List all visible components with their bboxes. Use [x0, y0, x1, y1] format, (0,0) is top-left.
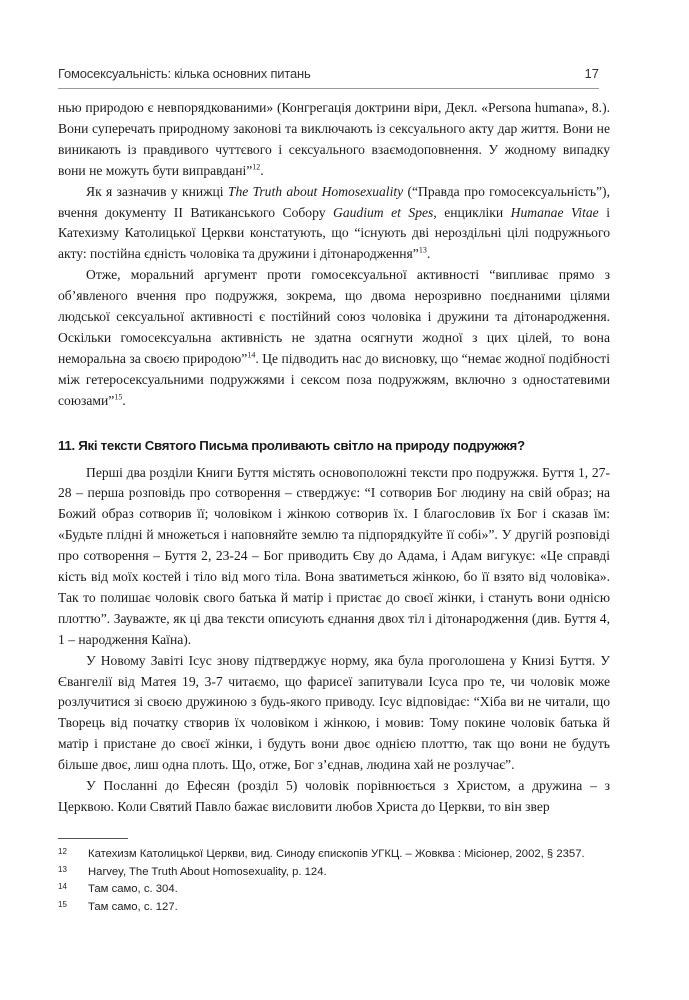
document-title: Gaudium et Spes	[333, 204, 434, 220]
footnote-number: 12	[58, 847, 67, 856]
footnote-separator	[58, 838, 128, 839]
running-title: Гомосексуальність: кілька основних питань	[58, 66, 311, 81]
footnote-15	[58, 899, 610, 917]
footnote-13	[58, 864, 610, 882]
footnotes	[58, 846, 610, 916]
paragraph-4: Перші два розділи Книги Буття містять основоположні тексти про подружжя. Буття 1, 27-28 – перша розповідь про сотворення – стверджує: “І сотворив Бог людину на свій образ; на Божий образ сотворив її; чоловіком і жінкою сотворив їх. І благословив їх Бог і сказав їм: «Будьте плідні й множеться і наповняйте землю та підпорядкуйте її собі»”. У другій розповіді про сотворення – Буття 2, 23-24 – Бог приводить Єву до Адама, і Адам вигукує: «Це справді кість від моїх костей і тіло від мого тіла. Вона зватиметься жінкою, бо її взято від чоловіка». Так то полишає чоловік свого батька й матір і пристає до своєї жінки, і стануть вони одніcю плоттю”. Зауважте, як ці два тексти описують єднання двох тіл і дітонародження (див. Буття 4, 1 – народження Каїна).	[58, 464, 610, 647]
paragraph-2	[58, 182, 610, 266]
main-text	[58, 98, 610, 818]
paragraph-text: , енцикліки	[433, 204, 511, 220]
paragraph-5: У Новому Завіті Ісус знову підтверджує норму, яка була проголошена у Книзі Буття. У Євангелії від Матея 19, 3-7 читаємо, що фарисеї запитували Ісуса про те, чи чоловік може розлучитися зі своєю дружиною з будь-якого приводу. Ісус відповідає: “Хіба ви не читали, що Творець від початку створив їх чоловіком і жінкою, і мовив: Тому покине чоловік батька й матір і пристане до своєї жінки, і будуть вони двоє однією плоттю, так що вони не будуть більше двоє, лиш одна плоть. Що, отже, Бог з’єднав, людина хай не розлучає”.	[58, 652, 610, 773]
footnote-text: Катехизм Католицької Церкви, вид. Синоду єпископів УГКЦ. – Жовква : Місіонер, 2002, § 2357.	[88, 848, 585, 860]
footnote-number: 15	[58, 899, 67, 909]
footnote-ref-13: 13	[418, 245, 427, 255]
footnote-text: Harvey, The Truth About Homosexuality, p. 124.	[88, 865, 327, 878]
paragraph-text: (“Правда про гомосексуальність”), вчення документу ІІ Ватиканського Собору	[58, 183, 610, 220]
paragraph-text: і Катехизму Католицької Церкви констатують, що “існують дві нероздільні цілі подружнього акту: постійна єдність чоловіка та дружини і дітонародження”	[58, 204, 610, 262]
paragraph-text: .	[122, 392, 126, 408]
running-header	[58, 66, 599, 90]
footnote-ref-14: 14	[247, 350, 256, 360]
footnote-text: Там само, с. 127.	[88, 900, 178, 913]
page-number: 17	[584, 66, 599, 81]
footnote-number: 13	[58, 864, 67, 874]
paragraph-6: У Посланні до Ефесян (розділ 5) чоловік порівнюється з Христом, а дружина – з Церквою. Коли Святий Павло бажає висловити любов Христа до Церкви, то він звер	[58, 778, 610, 814]
paragraph-3	[58, 265, 610, 411]
paragraph-text: Отже, моральний аргумент проти гомосексуальної активності “випливає прямо з об’явленого вчення про подружжя, зокрема, що двома нерозривно поєднаними цілями людської сексуальної активності є постійний союз чоловіка і дружини та дітонародження. Оскільки гомосексуальна активність не здатна осягнути жодної з цих цілей, то вона неморальна за своєю природою”	[58, 267, 610, 366]
footnote-text: Там само, с. 304.	[88, 883, 178, 896]
footnote-number: 14	[58, 882, 67, 892]
footnote-14	[58, 881, 610, 899]
book-title: The Truth about Homosexuality	[227, 183, 404, 199]
header-rule	[58, 88, 599, 89]
paragraph-text: Як я зазначив у книжці	[86, 183, 228, 199]
paragraph-text: .	[260, 162, 264, 178]
section-heading: 11. Які тексти Святого Письма проливають світло на природу подружжя?	[58, 437, 525, 453]
encyclical-title: Humanae Vitae	[510, 204, 599, 220]
footnote-ref-12: 12	[252, 162, 261, 172]
paragraph-text: нью природою є невпорядкованими» (Конгрегація доктрини віри, Декл. «Persona humana», 8.). Вони суперечать природному законові та виключають із сексуального акту дар життя. Вони не виникають із правдивого чуттєвого і сексуального взаємодоповнення. У жодному випадку вони не можуть бути виправдані”	[58, 100, 610, 178]
paragraph-text: .	[426, 246, 431, 262]
footnote-12	[58, 846, 610, 864]
paragraph-text: . Це підводить нас до висновку, що “немає жодної подібності між гетеросексуальними подружжями і сексом поза подружжям, включно з одностатевими союзами”	[58, 350, 610, 408]
footnote-ref-15: 15	[114, 392, 123, 402]
paragraph-1	[58, 98, 610, 182]
